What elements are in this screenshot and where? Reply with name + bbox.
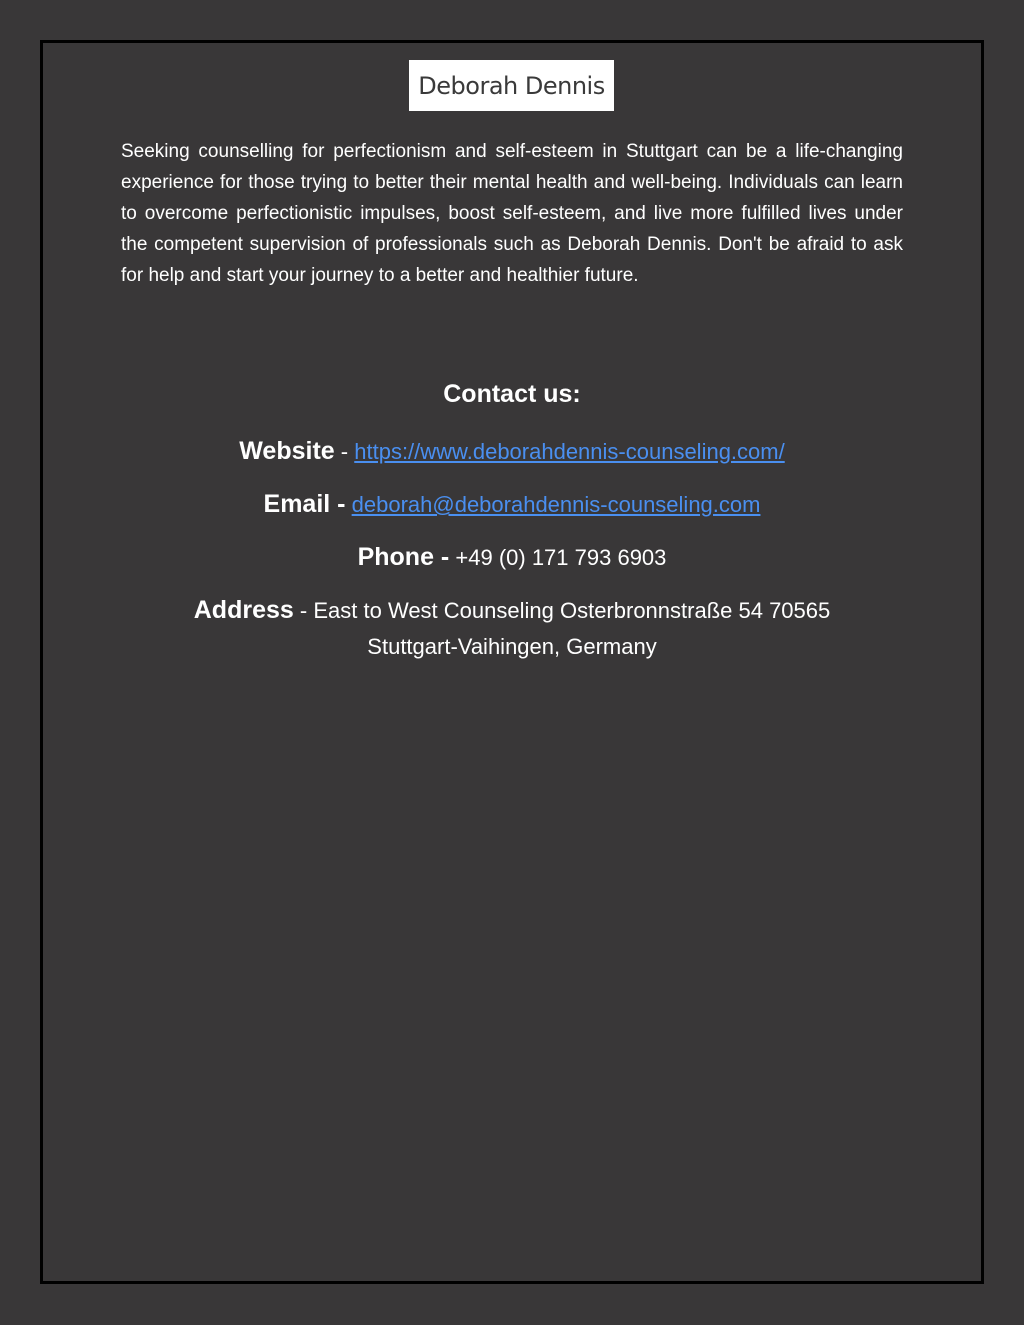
website-label: Website (239, 437, 335, 465)
address-label: Address (193, 596, 294, 624)
address-separator: - (293, 598, 314, 623)
email-link[interactable]: deborah@deborahdennis-counseling.com (351, 492, 761, 517)
logo (409, 60, 614, 111)
phone-number: +49 (0) 171 793 6903 (455, 545, 667, 570)
website-separator: - (334, 439, 355, 464)
address-line-1: East to West Counseling Osterbronnstraße 54 70565 (313, 598, 831, 623)
logo-text: Deborah Dennis (418, 71, 605, 100)
website-line (0, 433, 1024, 470)
email-label: Email - (263, 490, 346, 518)
address-line (0, 592, 1024, 665)
intro-paragraph: Seeking counselling for perfectionism and self-esteem in Stuttgart can be a life-changing experience for those trying to better their mental health and well-being. Individuals can learn to overcome perfectionistic impulses, boost self-esteem, and live more fulfilled lives under the competent supervision of professionals such as Deborah Dennis. Don't be afraid to ask for help and start your journey to a better and healthier future. (121, 141, 903, 286)
phone-label: Phone - (357, 543, 450, 571)
website-link[interactable]: https://www.deborahdennis-counseling.com/ (354, 439, 785, 464)
email-line (0, 486, 1024, 523)
contact-heading: Contact us: (443, 380, 581, 408)
address-line-2: Stuttgart-Vaihingen, Germany (367, 634, 657, 659)
phone-line (0, 539, 1024, 576)
